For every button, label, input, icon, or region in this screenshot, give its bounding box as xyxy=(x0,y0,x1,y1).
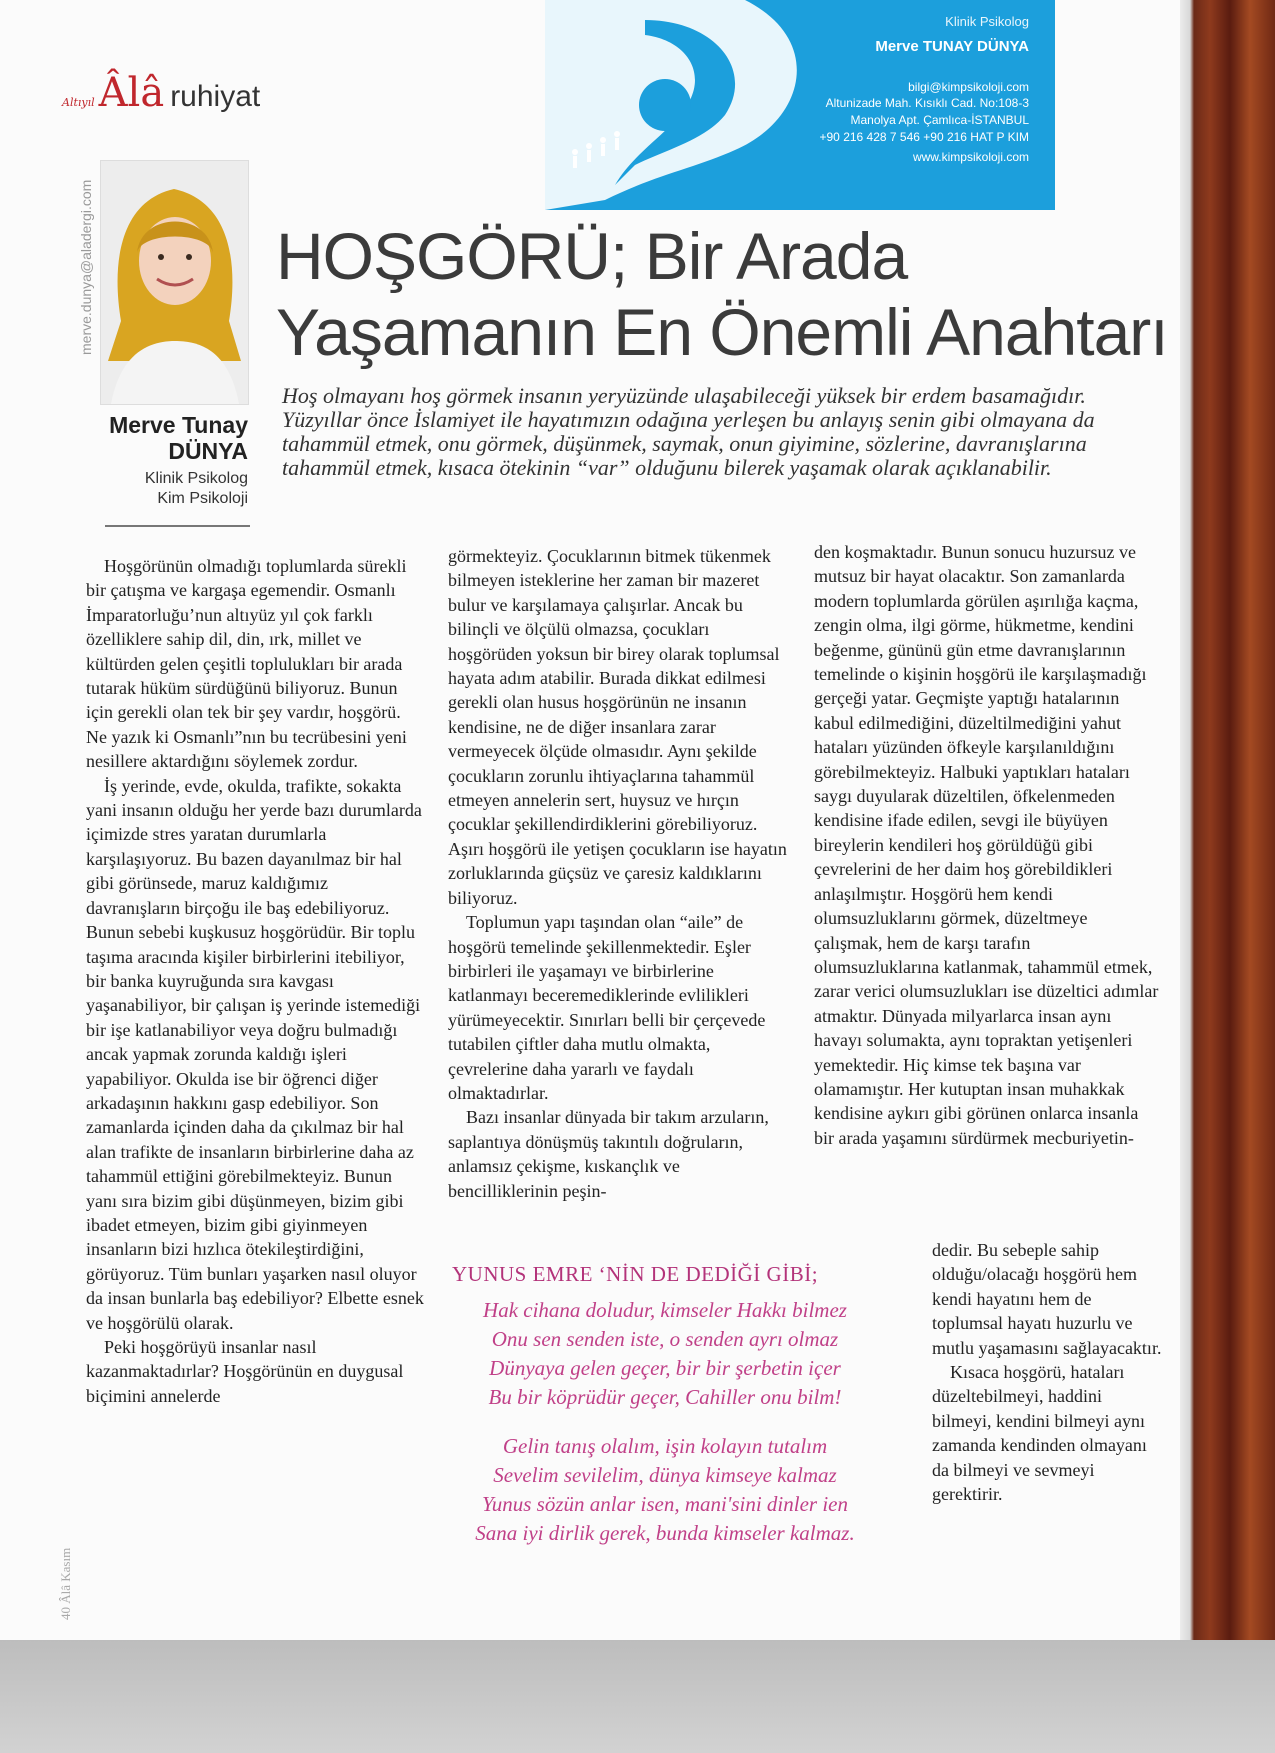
paragraph: dedir. Bu sebeple sahip olduğu/olacağı hoşgörü hem kendi hayatını hem de toplumsal hayatı huzurlu ve mutlu yaşamasını sağlayacaktır. xyxy=(932,1240,1162,1358)
author-name-line1: Merve Tunay xyxy=(109,412,248,438)
title-line1: HOŞGÖRÜ; Bir Arada xyxy=(276,219,908,293)
author-divider xyxy=(105,525,250,527)
page-folio: 40 Âlâ Kasım xyxy=(58,1547,73,1620)
article-intro: Hoş olmayanı hoş görmek insanın yeryüzünde ulaşabileceği yüksek bir erdem basamağıdır. Yüzyıllar önce İslamiyet ile hayatımızın odağına yerleşen bu anlayış senin gibi olmayana da tahammül etmek, onu görmek, düşünmek, saymak, onun giyimine, sözlerine, davranışlarına tahammül etmek, kısaca ötekinin “var” olduğunu bilerek yaşamak olarak açıklanabilir. xyxy=(282,383,1095,480)
card-address-line1: Altunizade Mah. Kısıklı Cad. No:108-3 xyxy=(825,96,1029,110)
poem-line: Dünyaya gelen geçer, bir bir şerbetin içer xyxy=(489,1356,841,1380)
poem-line: Sevelim sevilelim, dünya kimseye kalmaz xyxy=(493,1463,837,1487)
paragraph: görmekteyiz. Çocuklarının bitmek tükenmek bilmeyen isteklerine her zaman bir mazeret bulur ve karşılamaya çalışırlar. Ancak bu bilinçli ve ölçülü olmazsa, çocukları hoşgörüden yoksun bir birey olarak toplumsal hayata adım atabilir. Burada dikkat edilmesi gerekli olan husus hoşgörünün ne insanın kendisine, ne de diğer insanlara zarar vermeyecek ölçüde olmasıdır. Aynı şekilde çocukların zorunlu ihtiyaçlarına tahammül etmeyen annelerin sert, huysuz ve hırçın çocuklar şekillendirdiklerini görebiliyoruz. Aşırı hoşgörü ile yetişen çocukların ise hayatın zorluklarında güçsüz ve çaresiz kaldıklarını biliyoruz. xyxy=(448,546,787,908)
magazine-logo xyxy=(62,70,260,116)
poem-line: Gelin tanış olalım, işin kolayın tutalım xyxy=(502,1434,828,1458)
paragraph: İş yerinde, evde, okulda, trafikte, sokakta yani insanın olduğu her yerde bazı durumlarda içimizde stres yaratan durumlarla karşılaşıyoruz. Bu bazen dayanılmaz bir hal gibi görünsede, maruz kaldığımız davranışların birçoğu ile baş edebiliyoruz. Bunun sebebi kuşkusuz hoşgörüdür. Bir toplu taşıma aracında kişiler birbirlerini itebiliyor, bir banka kuyruğunda sıra kavgası yaşanabiliyor, bir çalışan iş yerinde istemediği bir işe katlanabiliyor veya doğru bulmadığı ancak yapmak zorunda kaldığı işleri yapabiliyor. Okulda ise bir öğrenci diğer arkadaşının hakkını gasp edebiliyor. Son zamanlarda içinden daha da çıkılmaz bir hal alan trafikte de insanların birbirlerine daha az tahammül ettiğini görebilmekteyiz. Bunun yanı sıra bizim gibi düşünmeyen, bizim gibi ibadet etmeyen, bizim gibi giyinmeyen insanların bizi hızlıca ötekileştirdiğini, görüyoruz. Tüm bunları yaşarken nasıl oluyor da insan bunlarla baş edebiliyor? Elbette esnek ve hoşgörülü olarak. xyxy=(86,775,424,1333)
column-3-continued xyxy=(932,1238,1164,1506)
author-portrait-image xyxy=(101,161,248,404)
card-email: bilgi@kimpsikoloji.com xyxy=(908,80,1029,94)
author-title2: Kim Psikoloji xyxy=(157,490,248,507)
poem-line: Onu sen senden iste, o senden ayrı olmaz xyxy=(491,1327,839,1351)
card-website: www.kimpsikoloji.com xyxy=(912,150,1029,164)
paragraph: Bazı insanlar dünyada bir takım arzuların, saplantıya dönüşmüş takıntılı doğruların, anlamsız çekişme, kıskançlık ve bencilliklerinin peşin- xyxy=(448,1107,769,1201)
article-title xyxy=(276,218,1166,370)
section-name: ruhiyat xyxy=(170,80,261,113)
page-right-edge xyxy=(1180,0,1275,1640)
poem-line: Bu bir köprüdür geçer, Cahiller onu bilm! xyxy=(488,1385,842,1409)
title-line2: Yaşamanın En Önemli Anahtarı xyxy=(276,295,1168,369)
author-name-line2: DÜNYA xyxy=(168,438,248,464)
pullquote-title: YUNUS EMRE ‘NİN DE DEDİĞİ GİBİ; xyxy=(452,1262,819,1286)
card-name: Merve TUNAY DÜNYA xyxy=(875,38,1029,55)
card-address-line2: Manolya Apt. Çamlıca-İSTANBUL xyxy=(850,113,1029,127)
poem-line: Hak cihana doludur, kimseler Hakkı bilmez xyxy=(483,1298,847,1322)
column-1 xyxy=(86,554,426,1408)
poem-line: Yunus sözün anlar isen, mani'sini dinler ien xyxy=(481,1492,848,1516)
poem-stanza-1 xyxy=(425,1296,905,1412)
logo-brand: Âlâ xyxy=(98,70,165,116)
paragraph: Toplumun yapı taşından olan “aile” de hoşgörü temelinde şekillenmektedir. Eşler birbirleri ile yaşamayı ve birbirlerine katlanmayı beceremediklerinde evlilikleri yürümeyecektir. Sınırları belli bir çerçevede tutabilen çiftler daha mutlu olmakta, çevrelerine daha yararlı ve faydalı olmaktadırlar. xyxy=(448,912,766,1103)
column-2 xyxy=(448,544,793,1203)
author-title1: Klinik Psikolog xyxy=(144,470,248,487)
poem-line: Sana iyi dirlik gerek, bunda kimseler kalmaz. xyxy=(475,1521,855,1545)
card-role: Klinik Psikolog xyxy=(945,14,1029,29)
logo-script: Altıyıl xyxy=(62,96,95,109)
card-phone: +90 216 428 7 546 +90 216 HAT P KIM xyxy=(819,130,1029,144)
author-photo xyxy=(100,160,249,405)
column-3 xyxy=(814,540,1159,1150)
author-name xyxy=(60,412,248,464)
poem-stanza-2 xyxy=(425,1432,905,1548)
paragraph: den koşmaktadır. Bunun sonucu huzursuz ve mutsuz bir hayat olacaktır. Son zamanlarda modern toplumlarda görülen aşırılığa kaçma, zengin olma, ilgi görme, hükmetme, kendini beğenme, gününü gün etme davranışlarının temelinde o kişinin hoşgörü ile karşılaşmadığı gerçeği yatar. Geçmişte yaptığı hatalarının kabul edilmediğini, düzeltilmediğini yahut hataları yüzünden öfkeyle karşılanıldığını görebilmekteyiz. Halbuki yaptıkları hataları saygı duyularak düzeltilen, öfkelenmeden kendisine ifade edilen, sevgi ile büyüyen bireylerin kendileri hoş görüldüğü gibi çevrelerini de her daim hoş görebildikleri anlaşılmıştır. Hoşgörü hem kendi olumsuzluklarını görmek, düzeltmeye çalışmak, hem de karşı tarafın olumsuzluklarına katlanmak, tahammül etmek, zarar verici olumsuzlukları ise düzeltici adımlar atmaktır. Dünyada milyarlarca insan aynı havayı solumakta, aynı topraktan yetişenleri yemektedir. Hiç kimse tek başına var olamamıştır. Her kutuptan insan muhakkak kendisine aykırı gibi görünen onlarca insanla bir arada yaşamını sürdürmek mecburiyetin- xyxy=(814,542,1159,1148)
side-email: merve.dunya@aladergi.com xyxy=(78,179,94,355)
paragraph: Peki hoşgörüyü insanlar nasıl kazanmaktadırlar? Hoşgörünün en duygusal biçimini annelerde xyxy=(86,1337,404,1406)
business-card xyxy=(545,0,1055,210)
scan-bottom-strip xyxy=(0,1640,1275,1753)
paragraph: Hoşgörünün olmadığı toplumlarda sürekli bir çatışma ve kargaşa egemendir. Osmanlı İmparatorluğu’nun altıyüz yıl çok farklı özelliklere sahip dil, din, ırk, millet ve kültürden gelen çeşitli toplulukları bir arada tutarak hüküm sürdüğünü biliyoruz. Bunun için gerekli olan tek bir şey vardır, hoşgörü. Ne yazık ki Osmanlı”nın bu tecrübesini yeni nesillere aktardığını söylemek zordur. xyxy=(86,556,407,772)
paragraph: Kısaca hoşgörü, hataları düzeltebilmeyi, haddini bilmeyi, kendini bilmeyi aynı zamanda kendinden olmayanı da bilmeyi ve sevmeyi gerektirir. xyxy=(932,1362,1147,1505)
